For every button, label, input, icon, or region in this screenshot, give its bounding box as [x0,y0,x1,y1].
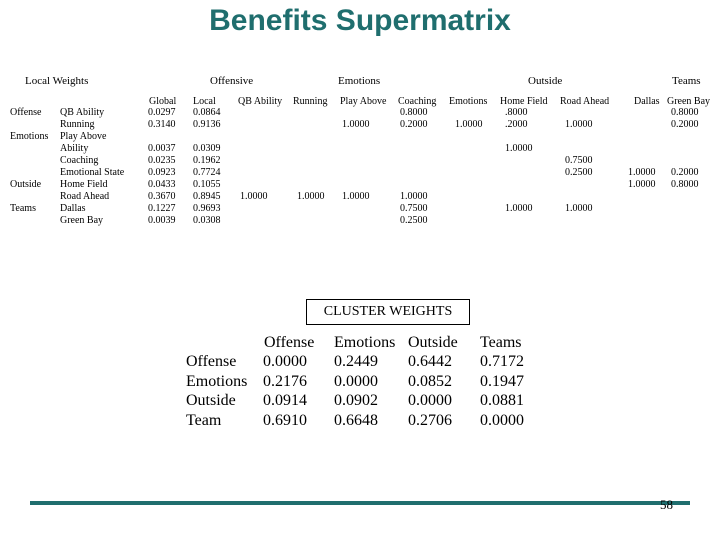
cell [342,179,370,191]
col-header-home-field: Home Field [500,96,548,107]
header-local-weights: Local Weights [25,75,89,87]
cell: 0.0039 [148,215,176,226]
cell [455,131,483,143]
cell: 0.0433 [148,179,176,190]
cell [297,179,325,191]
node-label: Green Bay [60,215,104,226]
cell: 0.0923 [148,167,176,178]
cell [297,107,325,119]
cell: 0.0235 [148,155,176,166]
col-header-qb-ability: QB Ability [238,96,283,107]
cw-cell: 0.0000 [480,411,524,429]
cell: 0.8000 [400,107,428,118]
cell [342,155,370,167]
cell [505,179,533,191]
node-label: Coaching [60,155,99,166]
col-header-global: Global [149,96,177,107]
node-label: Emotional State [60,167,125,178]
cell [148,131,176,143]
col-coaching [400,107,428,227]
cell [455,107,483,119]
cw-cell: 0.6910 [263,411,307,429]
cell [240,107,268,119]
cell [400,131,428,143]
col-emotions [455,107,483,227]
cw-col-outside [408,352,452,430]
cw-col-offense [263,352,307,430]
cell [297,215,325,227]
cluster-label-emotions: Emotions [10,131,49,142]
cell [342,203,370,215]
cw-col-header-outside: Outside [408,334,458,351]
cell [455,191,483,203]
cell: 0.8945 [193,191,221,202]
cell [671,131,699,143]
node-label: Dallas [60,203,86,214]
cw-cell: 0.1947 [480,372,524,390]
cell [628,191,656,203]
cw-cell: 0.6648 [334,411,378,429]
cell [671,203,699,215]
cell [400,155,428,167]
cell: 1.0000 [342,119,370,130]
cell: 0.1962 [193,155,221,166]
cell [455,143,483,155]
cell: 0.7500 [565,155,593,166]
cell [565,191,593,203]
cell [455,167,483,179]
col-header-coaching: Coaching [398,96,437,107]
cell [455,155,483,167]
slide-title: Benefits Supermatrix [209,4,511,37]
cw-cell: 0.0902 [334,392,378,409]
cell: 1.0000 [297,191,325,202]
cell [671,155,699,167]
page-number: 58 [660,497,673,512]
cell: 0.9136 [193,119,221,130]
cell: 1.0000 [240,191,268,202]
node-label: Road Ahead [60,191,110,202]
cell [342,107,370,119]
cw-cell: 0.0914 [263,392,307,409]
cell [671,143,699,155]
cell: .2000 [505,119,528,130]
cell: 1.0000 [628,167,656,178]
cell: .8000 [505,107,528,118]
node-label: Home Field [60,179,108,190]
cell: 0.8000 [671,107,699,118]
cell [240,215,268,227]
cell: 0.2500 [565,167,593,178]
cw-cell: 0.6442 [408,353,452,370]
cell [297,131,325,143]
cell [628,107,656,119]
col-road-ahead [565,107,593,227]
cell [193,131,221,143]
cell: 0.3670 [148,191,176,202]
node-labels [60,107,124,227]
cw-cell: 0.7172 [480,353,524,370]
cell: 1.0000 [400,191,428,202]
col-dallas [628,107,656,227]
cell: 1.0000 [628,179,656,190]
col-header-dallas: Dallas [634,96,660,107]
cell: 1.0000 [565,203,593,214]
cell [671,191,699,203]
cw-row-label: Team [186,411,222,429]
cell: 0.1055 [193,179,221,190]
cell [455,215,483,227]
cluster-label-teams: Teams [10,203,36,214]
footer-rule [30,501,690,505]
cw-cell: 0.0000 [408,392,452,409]
col-header-play-above: Play Above [340,96,387,107]
cell: 0.2500 [400,215,428,226]
cell [240,203,268,215]
cell: 0.0308 [193,215,221,226]
col-header-emotions: Emotions [449,96,488,107]
cell [565,179,593,191]
cluster-label-outside: Outside [10,179,42,190]
cell: 1.0000 [505,203,533,214]
cell [297,155,325,167]
cell [240,119,268,131]
col-play-above [342,107,370,227]
cw-cell: 0.0000 [263,353,307,370]
cell [455,179,483,191]
cw-col-header-emotions: Emotions [334,334,396,351]
cw-col-teams [480,352,524,430]
cell [240,155,268,167]
cw-cell: 0.0000 [334,372,378,390]
col-running [297,107,325,227]
cell: 0.0309 [193,143,221,154]
cw-cell: 0.2449 [334,353,378,370]
cell [505,155,533,167]
cell: 1.0000 [565,119,593,130]
col-qb-ability [240,107,268,227]
cell [297,203,325,215]
col-global [148,107,176,227]
cell: 0.3140 [148,119,176,130]
cell [455,203,483,215]
node-label: Running [60,119,95,130]
cw-col-header-teams: Teams [480,334,522,351]
cell [240,131,268,143]
cw-cell: 0.0852 [408,372,452,390]
cw-row-label: Offense [186,353,237,370]
cell: 1.0000 [455,119,483,130]
cell [628,119,656,131]
cell: 0.7500 [400,203,428,214]
cw-cell: 0.2176 [263,372,307,390]
cell [628,131,656,143]
cell: 0.8000 [671,179,699,190]
cw-row-label: Emotions [186,372,248,390]
header-teams: Teams [672,75,701,87]
cell [505,191,533,203]
node-label: QB Ability [60,107,105,118]
cluster-label-offense: Offense [10,107,42,118]
header-emotions: Emotions [338,75,381,87]
cell [505,131,533,143]
cell: 0.2000 [671,119,699,130]
cw-col-header-offense: Offense [264,334,315,351]
col-header-road-ahead: Road Ahead [560,96,610,107]
cell [628,203,656,215]
cell [505,215,533,227]
cell: 0.2000 [400,119,428,130]
cell [565,143,593,155]
cell [671,215,699,227]
cell [342,215,370,227]
cell: 0.7724 [193,167,221,178]
cell [400,143,428,155]
cell: 0.0037 [148,143,176,154]
cell: 0.1227 [148,203,176,214]
col-header-local: Local [193,96,216,107]
cell [628,143,656,155]
cell [342,131,370,143]
cell: 1.0000 [342,191,370,202]
cw-cell: 0.0881 [480,392,524,409]
col-header-running: Running [293,96,328,107]
cell [628,155,656,167]
cell [297,119,325,131]
cell [342,143,370,155]
cw-cell: 0.2706 [408,411,452,429]
cell [240,179,268,191]
cell [400,179,428,191]
cell [505,167,533,179]
cell [240,143,268,155]
cell [628,215,656,227]
cell [400,167,428,179]
cell [565,131,593,143]
cell: 0.9693 [193,203,221,214]
node-label: Play Above Ability [60,131,107,154]
cw-row-label: Outside [186,392,236,409]
cell [565,215,593,227]
cell [297,143,325,155]
col-local [193,107,221,227]
cell [342,167,370,179]
cell: 0.0297 [148,107,176,118]
cw-col-emotions [334,352,378,430]
header-offensive: Offensive [210,75,254,87]
cell: 0.0864 [193,107,221,118]
col-green-bay [671,107,699,227]
cell [240,167,268,179]
col-header-green-bay: Green Bay [667,96,711,107]
cell: 0.2000 [671,167,699,178]
cell: 1.0000 [505,143,533,154]
col-home-field [505,107,533,227]
cell [297,167,325,179]
header-outside: Outside [528,75,563,87]
cluster-weights-title: CLUSTER WEIGHTS [306,299,470,325]
cw-row-labels [186,352,247,430]
cell [565,107,593,119]
